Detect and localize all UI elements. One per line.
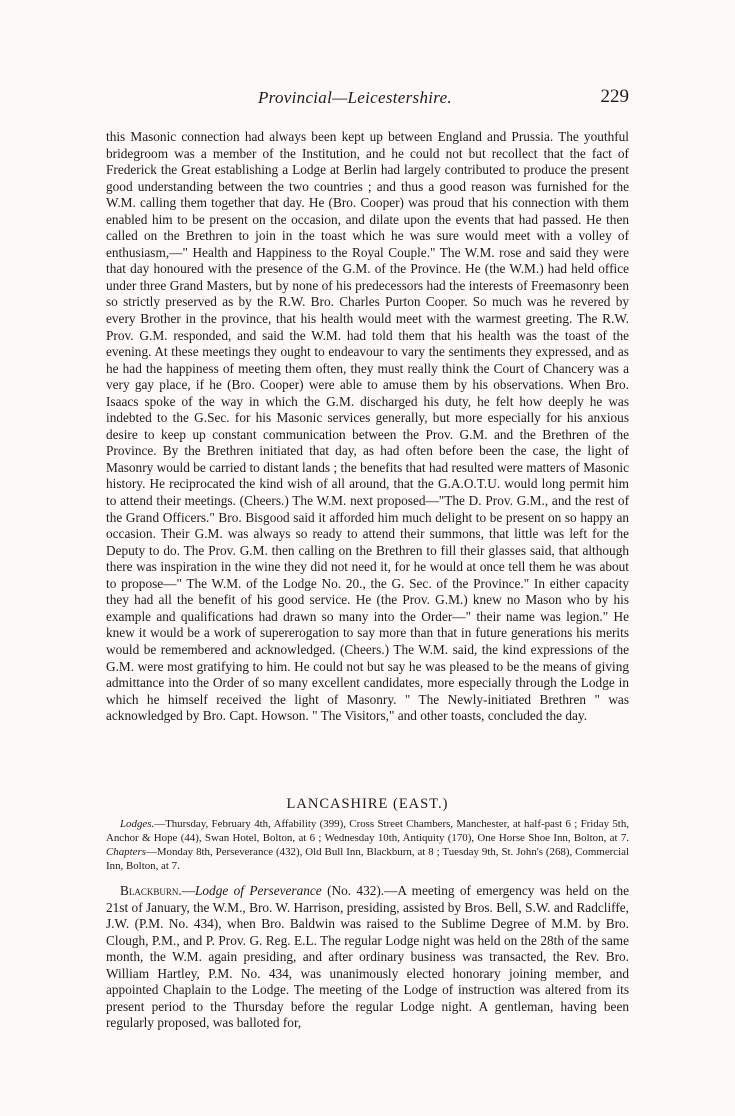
section-heading: LANCASHIRE (EAST.)	[286, 796, 449, 812]
chapters-text: —Monday 8th, Perseverance (432), Old Bull Inn, Blackburn, at 8 ; Tuesday 9th, St. John's (268), Commercial Inn, Bolton, at 7.	[106, 845, 629, 872]
report-place: Blackburn.	[120, 883, 182, 898]
running-title: Provincial—Leicestershire.	[258, 88, 452, 107]
blackburn-report: Blackburn.—Lodge of Perseverance (No. 432).—A meeting of emergency was held on the 21st of January, the W.M., Bro. W. Harrison, presiding, assisted by Bros. Bell, S.W. and Radcliffe, J.W. (P.M. No. 434), when Bro. Baldwin was raised to the Sublime Degree of M.M. by Bro. Clough, P.M., and P. Prov. G. Reg. E.L. The regular Lodge night was held on the 28th of the same month, the W.M. again presiding, and after ordinary business was transacted, the Rev. Bro. William Hartley, P.M. No. 434, was unanimously elected honorary joining member, and appointed Chaplain to the Lodge. The meeting of the Lodge of instruction was altered from its present period to the Thursday before the regular Lodge night. A gentleman, having been regularly proposed, was balloted for,	[106, 883, 629, 1031]
page-number: 229	[600, 86, 629, 107]
report-text: (No. 432).—A meeting of emergency was held on the 21st of January, the W.M., Bro. W. Harrison, presiding, assisted by Bros. Bell, S.W. and Radcliffe, J.W. (P.M. No. 434), when Bro. Baldwin was raised to the Sublime Degree of M.M. by Bro. Clough, P.M., and P. Prov. G. Reg. E.L. The regular Lodge night was held on the 28th of the same month, the W.M. again presiding, and after ordinary business was transacted, the Rev. Bro. William Hartley, P.M. No. 434, was unanimously elected honorary joining member, and appointed Chaplain to the Lodge. The meeting of the Lodge of instruction was altered from its present period to the Thursday before the regular Lodge night. A gentleman, having been regularly proposed, was balloted for,	[106, 883, 629, 1031]
body-paragraph: this Masonic connection had always been kept up between England and Prussia. The youthful bridegroom was a member of the Institution, and he could not but recollect that the fact of Frederick the Great establishing a Lodge at Berlin had largely contributed to produce the present good understanding between the two countries ; and thus a good reason was furnished for the W.M. calling them together that day. He (Bro. Cooper) was proud that his connection with them enabled him to be present on the occasion, and dilate upon the events that had passed. He then called on the Brethren to join in the toast which he was sure would meet with a volley of enthusiasm,—" Health and Happiness to the Royal Couple." The W.M. rose and said they were that day honoured with the presence of the G.M. of the Province. He (the W.M.) had held office under three Grand Masters, but by none of his predecessors had the interests of Freemasonry been so strictly preserved as by the R.W. Bro. Charles Purton Cooper. So much was he revered by every Brother in the province, that his health would meet with the warmest greeting. The R.W. Prov. G.M. responded, and said the W.M. had told them that his health was the toast of the evening. At these meetings they ought to endeavour to vary the sentiments they expressed, and as he had the happiness of meeting them often, they must really think the Court of Chancery was a very gay place, if he (Bro. Cooper) were able to amuse them by his observations. When Bro. Isaacs spoke of the way in which the G.M. discharged his duty, he felt how deeply he was indebted to the G.Sec. for his Masonic services generally, but more especially for his anxious desire to keep up constant communication between the Prov. G.M. and the Brethren of the Province. By the Brethren initiated that day, as had often before been the case, the light of Masonry would be carried to distant lands ; the benefits that had resulted were matters of Masonic history. He reciprocated the kind wish of all around, that the G.A.O.T.U. would long permit him to attend their meetings. (Cheers.) The W.M. next proposed—"The D. Prov. G.M., and the rest of the Grand Officers." Bro. Bisgood said it afforded him much delight to be present on so happy an occasion. Their G.M. was always so ready to attend their summons, that little was left for the Deputy to do. The Prov. G.M. then calling on the Brethren to fill their glasses said, that although there was inspiration in the wine they did not need it, for he would at once tell them he was about to propose—" The W.M. of the Lodge No. 20., the G. Sec. of the Province." In either capacity they had all the benefit of his good service. He (the Prov. G.M.) knew no Mason who by his example and qualifications had drawn so many into the Order—" their name was legion." He knew it would be a work of supererogation to say more than that in future generations his merits would be remembered and acknowledged. (Cheers.) The W.M. said, the kind expressions of the G.M. were most gratifying to him. He could not but say he was pleased to be the means of giving admittance into the Order of so many excellent candidates, more especially through the Lodge in which he himself received the light of Masonry. " The Newly-initiated Brethren " was acknowledged by Bro. Capt. Howson. " The Visitors," and other toasts, concluded the day.	[106, 129, 629, 724]
report-lodge-name: Lodge of Perseverance	[195, 883, 322, 898]
main-text-column	[106, 129, 629, 725]
lodge-meetings-notice	[106, 818, 629, 874]
lodges-label: Lodges.	[120, 818, 155, 830]
chapters-label: Chapters	[106, 845, 146, 858]
lodges-text: —Thursday, February 4th, Affability (399), Cross Street Chambers, Manchester, at half-past 6 ; Friday 5th, Anchor & Hope (44), Swan Hotel, Bolton, at 6 ; Wednesday 10th, Antiquity (170), One Horse Shoe Inn, Bolton, at 7.	[106, 818, 629, 844]
running-head	[0, 88, 735, 112]
